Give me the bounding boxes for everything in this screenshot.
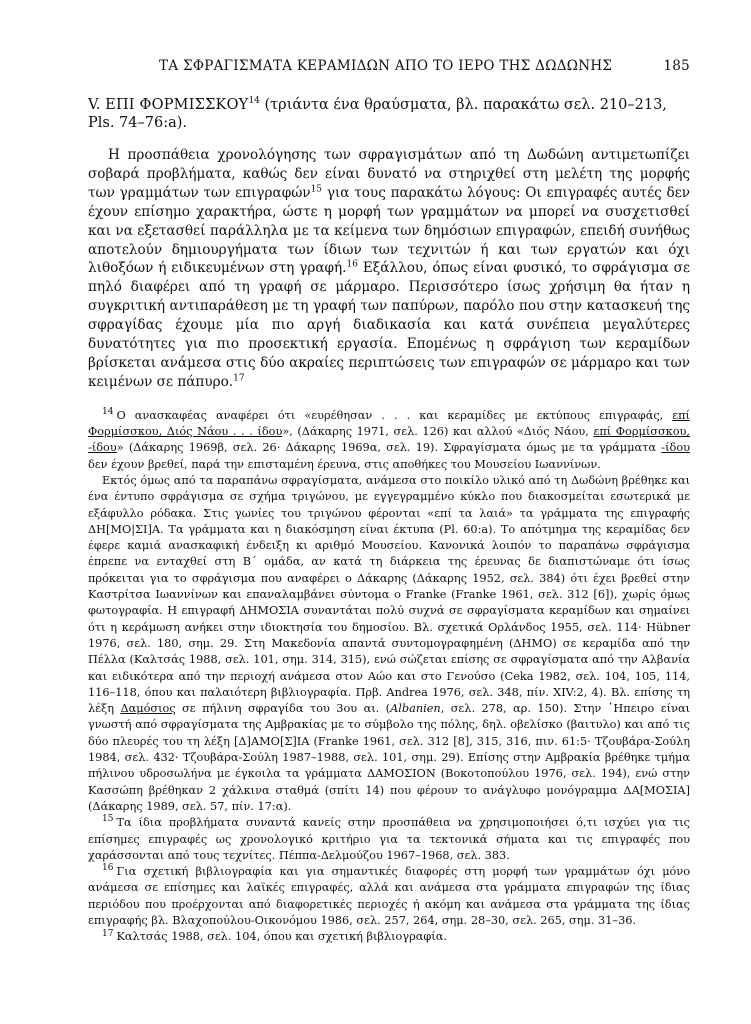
footnote-text: δεν έχουν βρεθεί, παρά την επισταμένη έρευνα, στις αποθήκες του Μουσείου Ιωαννίνων.: [88, 457, 601, 471]
footnote-16-paragraph: [88, 864, 690, 929]
body-text-part: για τους παρακάτω λόγους: Οι επιγραφές αυτές δεν έχουν επίσημο χαρακτήρα, ώστε η μορφή των γραμμάτων να μπορεί να συσχετισθεί και να εξετασθεί παράλληλα με τα κείμενα των δημόσιων επιγραφών, επειδή συνήθως αποτελούν δημιουργήματα των ίδιων των τεχνιτών ή και των εργατών και όχι λιθοξόων ή ειδικευμένων στη γραφή.: [88, 184, 691, 277]
footnote-15-paragraph: [88, 815, 690, 864]
section-subtitle: (τριάντα ένα θραύσματα, βλ. παρακάτω σελ. 210–213, Pls. 74–76:a).: [88, 97, 667, 131]
italic-title: Albanien: [390, 702, 441, 716]
footnote-text: » (Δάκαρης 1969β, σελ. 26· Δάκαρης 1969α, σελ. 19). Σφραγίσματα όμως με τα γράμματα: [116, 441, 662, 455]
running-title: ΤΑ ΣΦΡΑΓΙΣΜΑΤΑ ΚΕΡΑΜΙΔΩΝ ΑΠΟ ΤΟ ΙΕΡΟ ΤΗΣ ΔΩΔΩΝΗΣ: [159, 58, 613, 74]
page: [88, 58, 690, 946]
page-number: 185: [663, 58, 690, 74]
footnote-14-paragraph-2: [88, 473, 690, 815]
footnote-text: Για σχετική βιβλιογραφία και για σημαντικές διαφορές στη μορφή των γραμμάτων όχι μόνο ανάμεσα σε επίσημες και λαϊκές επιγραφές, αλλά και ανάμεσα στα γράμματα επιγραφών της ίδιας περιόδου που προέρχονται από διαφορετικές περιοχές ή ακόμη και ανάμεσα στα γράμματα της ίδιας επιγραφής βλ. Βλαχοπούλου-Οικονόμου 1986, σελ. 257, 264, σημ. 28–30, σελ. 265, σημ. 31–36.: [88, 865, 690, 927]
footnotes: [88, 408, 690, 946]
footnote-16: [88, 864, 690, 929]
footnote-ref-16: 16: [346, 259, 358, 270]
section-numeral: V.: [88, 97, 101, 113]
footnote-number: 17: [102, 928, 114, 939]
body-paragraph: [88, 146, 690, 392]
footnote-15: [88, 815, 690, 864]
underlined-term: -ίδου: [661, 441, 690, 455]
footnote-text: Τα ίδια προβλήματα συναντά κανείς στην προσπάθεια να χρησιμοποιήσει ό,τι ισχύει για τις επίσημες επιγραφές ως χρονολογικό κριτήριο για τα τεκτονικά σήματα και τις επιγραφές που χαράσσονται από τους τεχνίτες. Πέππα-Δελμούζου 1967–1968, σελ. 383.: [88, 816, 690, 862]
footnote-number: 14: [102, 407, 114, 418]
footnote-number: 15: [102, 814, 114, 825]
section-name: ΕΠΙ ΦΟΡΜΙΣΣΚΟΥ: [105, 97, 249, 113]
underlined-term: Δαμόσιος: [120, 702, 176, 716]
footnote-ref-17: 17: [233, 373, 245, 384]
section-heading: [88, 96, 690, 132]
footnote-17-paragraph: [88, 929, 690, 945]
body-text-part: Η προσπάθεια χρονολόγησης των σφραγισμάτων από τη Δωδώνη αντιμετωπίζει σοβαρά προβλήματα, καθώς δεν είναι δυνατό να στηριχθεί στη μελέτη της μορφής των γραμμάτων των επιγραφών: [88, 147, 690, 201]
footnote-ref-15: 15: [310, 184, 323, 195]
footnote-text: Εκτός όμως από τα παραπάνω σφραγίσματα, ανάμεσα στο ποικίλο υλικό από τη Δωδώνη βρέθηκε και ένα έντυπο σφράγισμα σε σχήμα τριγώνου, με εγγεγραμμένο κύκλο που διακοσμείται εσωτερικά με εξάφυλλο ρόδακα. Στις γωνίες του τριγώνου φέρονται «επί τα λαιά» τα γράμματα της επιγραφής ΔΗ[ΜΟ|ΣΙ]Α. Τα γράμματα και η διακόσμηση είναι έκτυπα (Pl. 60:a). Το απότμημα της κεραμίδας δεν έφερε καμιά ανασκαφική ένδειξη κι αριθμό Μουσείου. Κανονικά λοιπόν το παραπάνω σφράγισμα έπρεπε να ενταχθεί στη Β΄ ομάδα, αν κατά τη διάρκεια της έρευνας δε διαπιστώναμε ότι ίσως πρόκειται για το σφράγισμα που αναφέρει ο Δάκαρης (Δάκαρης 1952, σελ. 384) ότι έχει βρεθεί στην Καστρίτσα Ιωαννίνων και επαναλαμβάνει σύντομα ο Franke (Franke 1961, σελ. 312 [6]), χωρίς όμως φωτογραφία. Η επιγραφή ΔΗΜΟΣΙΑ συναντάται πολύ συχνά σε σφραγίσματα κεραμίδων και σημαίνει ότι η κεράμωση ανήκει στην ιδιοκτησία του δημοσίου. Βλ. σχετικά Ορλάνδος 1955, σελ. 114· Hübner 1976, σελ. 180, σημ. 29. Στη Μακεδονία απαντά συντομογραφημένη (ΔΗΜΟ) σε κεραμίδα από την Πέλλα (Καλτσάς 1988, σελ. 101, σημ. 314, 315), ενώ σώζεται επίσης σε σφραγίσματα από την Αλβανία και ειδικότερα από την περιοχή ανάμεσα στον Αώο και στο Γενούσο (Ceka 1982, σελ. 104, 105, 114, 116–118, όπου και παλαιότερη βιβλιογραφία. Πρβ. Andrea 1976, σελ. 348, πίν. XIV:2, 4). Βλ. επίσης τη λέξη: [88, 473, 690, 716]
underlined-term: επί Φορμίσσκου, -ίδου: [88, 425, 690, 455]
footnote-ref-14: 14: [248, 96, 260, 107]
underlined-term: επί Φορμίσσκου, Διός Νάου . . . ίδου: [88, 408, 690, 439]
footnote-text: Καλτσάς 1988, σελ. 104, όπου και σχετική βιβλιογραφία.: [116, 930, 447, 944]
footnote-number: 16: [102, 863, 114, 874]
footnote-17: [88, 929, 690, 945]
footnote-14-paragraph-1: [88, 408, 690, 473]
footnote-text: Ο ανασκαφέας αναφέρει ότι «ευρέθησαν . . . και κεραμίδες με εκτύπους επιγραφάς,: [116, 408, 673, 422]
body-text-part: Εξάλλου, όπως είναι φυσικό, το σφράγισμα σε πηλό διαφέρει από τη γραφή σε μάρμαρο. Περισσότερο ίσως χρήσιμη θα ήταν η συγκριτική αντιπαράθεση με τη γραφή των παπύρων, παρόλο που στην κατασκευή της σφραγίδας έχουμε μία πιο αργή διαδικασία και κατά συνέπεια μεγαλύτερες δυνατότητες για πιο προσεκτική εργασία. Επομένως η σφράγιση των κεραμίδων βρίσκεται ανάμεσα στις δύο ακραίες περιπτώσεις των επιγραφών σε μάρμαρο και των κειμένων σε πάπυρο.: [88, 260, 691, 390]
footnote-14: [88, 408, 690, 815]
footnote-text: σε πήλινη σφραγίδα του 3ου αι. (: [175, 702, 391, 716]
footnote-text: , σελ. 278, αρ. 150). Στην ῾Ηπειρο είναι γνωστή από σφραγίσματα της Αμβρακίας με το σύμβολο της πόλης, δηλ. οβελίσκο (βαιτυλο) και από τις δύο πλευρές του τη λέξη [Δ]ΑΜΟ[Σ]ΙΑ (Franke 1961, σελ. 312 [8], 315, 316, πιν. 61:5· Τζουβάρα-Σούλη 1984, σελ. 432· Τζουβάρα-Σούλη 1987–1988, σελ. 101, σημ. 29). Επίσης στην Αμβρακία βρέθηκε τμήμα πήλινου υδροσωλήνα με έγκοιλα τα γράμματα ΔΑΜΟΣΙΟΝ (Βοκοτοπούλου 1976, σελ. 194), ενώ στην Κασσώπη βρέθηκαν 2 χάλκινα σταθμά (σπίτι 14) που φέρουν το ανάγλυφο μονόγραμμα ΔΑ[ΜΟΣΙΑ] (Δάκαρης 1989, σελ. 57, πίν. 17:α).: [88, 702, 691, 813]
footnote-text: », (Δάκαρης 1971, σελ. 126) και αλλού «Διός Νάου,: [282, 425, 594, 439]
running-header: [88, 58, 690, 80]
